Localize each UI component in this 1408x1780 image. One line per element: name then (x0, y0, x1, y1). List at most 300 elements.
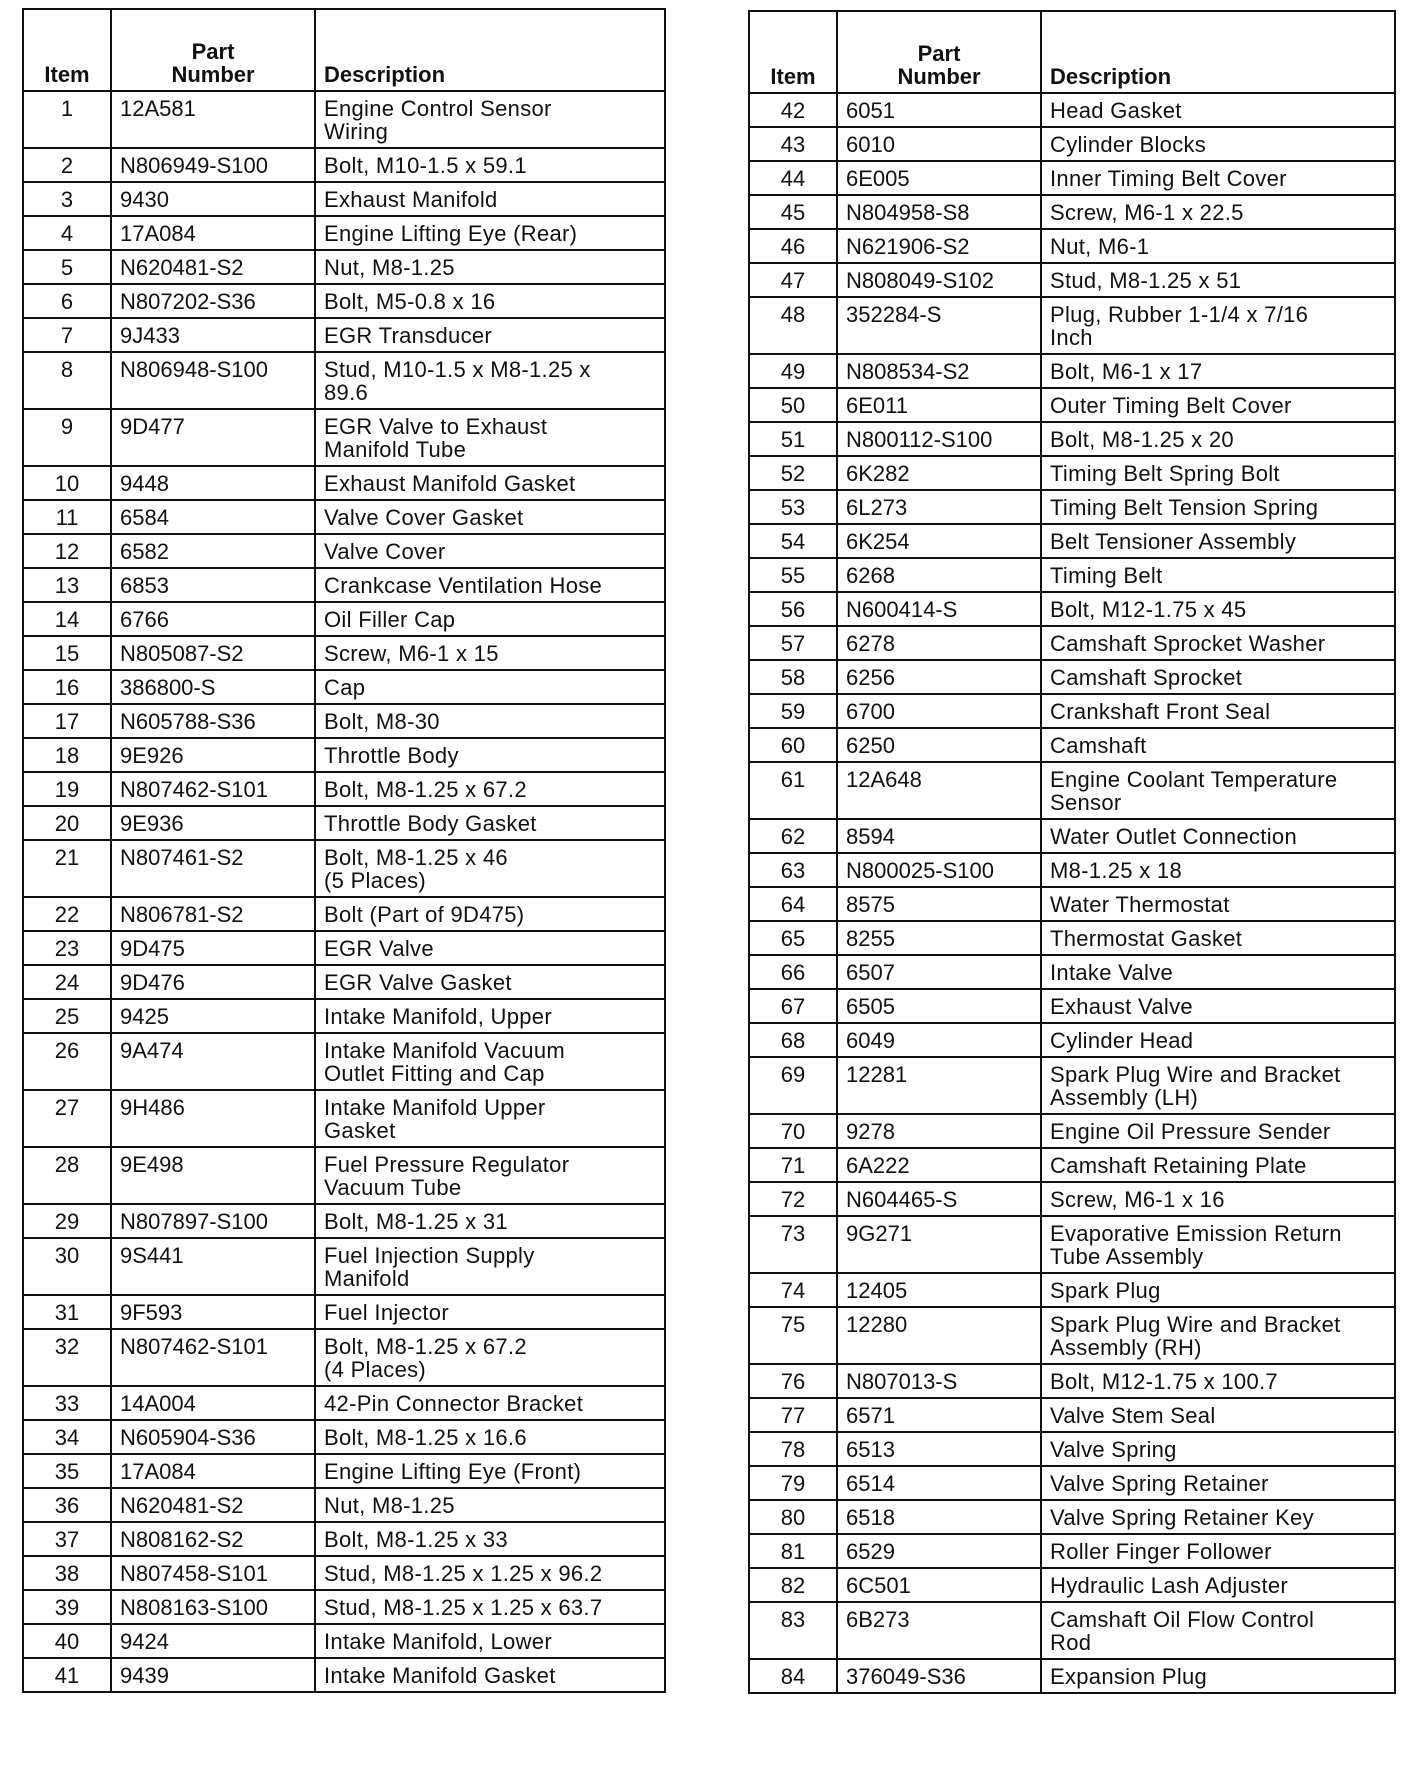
item-number-cell: 1 (23, 91, 111, 148)
item-number-cell: 26 (23, 1033, 111, 1090)
description-cell: Engine Lifting Eye (Rear) (315, 216, 665, 250)
description-cell: Camshaft Sprocket Washer (1041, 626, 1395, 660)
item-number-cell: 43 (749, 127, 837, 161)
item-number-cell: 69 (749, 1057, 837, 1114)
table-row (749, 1364, 1395, 1398)
item-number-cell: 21 (23, 840, 111, 897)
table-row (23, 1090, 665, 1147)
part-number-cell: 352284-S (837, 297, 1041, 354)
table-row (749, 490, 1395, 524)
description-cell: Engine Coolant Temperature Sensor (1041, 762, 1395, 819)
table-row (23, 1556, 665, 1590)
description-cell: Bolt, M5-0.8 x 16 (315, 284, 665, 318)
part-number-cell: 12281 (837, 1057, 1041, 1114)
description-cell: Head Gasket (1041, 93, 1395, 127)
description-cell: Throttle Body Gasket (315, 806, 665, 840)
part-number-cell: 6529 (837, 1534, 1041, 1568)
part-number-cell: 9E936 (111, 806, 315, 840)
description-cell: Plug, Rubber 1-1/4 x 7/16 Inch (1041, 297, 1395, 354)
description-cell: Hydraulic Lash Adjuster (1041, 1568, 1395, 1602)
part-number-cell: 9D477 (111, 409, 315, 466)
description-cell: Timing Belt (1041, 558, 1395, 592)
part-number-cell: N807462-S101 (111, 772, 315, 806)
table-row (23, 1295, 665, 1329)
description-cell: Intake Manifold Gasket (315, 1658, 665, 1692)
item-number-cell: 53 (749, 490, 837, 524)
item-number-cell: 29 (23, 1204, 111, 1238)
part-number-cell: N620481-S2 (111, 1488, 315, 1522)
table-row (23, 250, 665, 284)
table-row (749, 1307, 1395, 1364)
part-number-cell: 12A581 (111, 91, 315, 148)
description-cell: Timing Belt Spring Bolt (1041, 456, 1395, 490)
description-cell: Water Outlet Connection (1041, 819, 1395, 853)
description-cell: Roller Finger Follower (1041, 1534, 1395, 1568)
part-number-cell: N604465-S (837, 1182, 1041, 1216)
description-cell: Water Thermostat (1041, 887, 1395, 921)
description-cell: Nut, M8-1.25 (315, 1488, 665, 1522)
description-cell: Bolt, M8-1.25 x 67.2 (315, 772, 665, 806)
table-row (749, 626, 1395, 660)
table-row (749, 1182, 1395, 1216)
item-number-cell: 56 (749, 592, 837, 626)
table-row (749, 422, 1395, 456)
table-row (749, 229, 1395, 263)
table-row (749, 762, 1395, 819)
table-row (23, 1658, 665, 1692)
table-row (23, 602, 665, 636)
part-number-cell: 6A222 (837, 1148, 1041, 1182)
item-number-cell: 44 (749, 161, 837, 195)
table-row (749, 1534, 1395, 1568)
item-number-cell: 30 (23, 1238, 111, 1295)
parts-table-left-body (23, 91, 665, 1692)
item-number-cell: 81 (749, 1534, 837, 1568)
table-header-row (749, 11, 1395, 93)
description-cell: Valve Spring Retainer (1041, 1466, 1395, 1500)
part-number-cell: 9E926 (111, 738, 315, 772)
item-number-cell: 62 (749, 819, 837, 853)
part-number-cell: 6513 (837, 1432, 1041, 1466)
part-number-cell: N800025-S100 (837, 853, 1041, 887)
description-cell: Crankshaft Front Seal (1041, 694, 1395, 728)
item-number-cell: 42 (749, 93, 837, 127)
item-number-cell: 5 (23, 250, 111, 284)
item-number-cell: 63 (749, 853, 837, 887)
item-number-cell: 8 (23, 352, 111, 409)
description-cell: Nut, M8-1.25 (315, 250, 665, 284)
item-number-cell: 17 (23, 704, 111, 738)
item-number-cell: 84 (749, 1659, 837, 1693)
part-number-cell: N620481-S2 (111, 250, 315, 284)
table-row (23, 182, 665, 216)
item-number-cell: 71 (749, 1148, 837, 1182)
item-number-cell: 51 (749, 422, 837, 456)
table-row (23, 965, 665, 999)
item-number-cell: 22 (23, 897, 111, 931)
description-cell: Stud, M10-1.5 x M8-1.25 x 89.6 (315, 352, 665, 409)
item-number-cell: 78 (749, 1432, 837, 1466)
part-number-cell: 9A474 (111, 1033, 315, 1090)
table-row (23, 534, 665, 568)
table-row (23, 931, 665, 965)
description-cell: Valve Cover Gasket (315, 500, 665, 534)
item-number-cell: 82 (749, 1568, 837, 1602)
item-number-cell: 79 (749, 1466, 837, 1500)
table-row (23, 1624, 665, 1658)
part-number-cell: N808049-S102 (837, 263, 1041, 297)
part-number-cell: 6256 (837, 660, 1041, 694)
part-number-cell: 6250 (837, 728, 1041, 762)
description-cell: Engine Control Sensor Wiring (315, 91, 665, 148)
item-number-cell: 33 (23, 1386, 111, 1420)
table-row (749, 1114, 1395, 1148)
table-row (749, 1568, 1395, 1602)
description-cell: Bolt (Part of 9D475) (315, 897, 665, 931)
item-number-cell: 7 (23, 318, 111, 352)
description-cell: Intake Valve (1041, 955, 1395, 989)
part-number-cell: 6051 (837, 93, 1041, 127)
part-number-cell: 6507 (837, 955, 1041, 989)
item-number-cell: 61 (749, 762, 837, 819)
table-row (749, 1148, 1395, 1182)
description-cell: Exhaust Manifold (315, 182, 665, 216)
part-number-cell: 9430 (111, 182, 315, 216)
table-row (749, 819, 1395, 853)
description-cell: Bolt, M10-1.5 x 59.1 (315, 148, 665, 182)
parts-table-right (748, 10, 1396, 1694)
description-cell: Bolt, M6-1 x 17 (1041, 354, 1395, 388)
item-number-cell: 48 (749, 297, 837, 354)
table-row (749, 887, 1395, 921)
table-row (23, 568, 665, 602)
description-cell: Camshaft (1041, 728, 1395, 762)
description-cell: Cap (315, 670, 665, 704)
description-cell: Bolt, M8-1.25 x 67.2 (4 Places) (315, 1329, 665, 1386)
table-row (23, 284, 665, 318)
table-row (23, 1590, 665, 1624)
description-cell: Throttle Body (315, 738, 665, 772)
part-number-cell: 6518 (837, 1500, 1041, 1534)
item-number-cell: 10 (23, 466, 111, 500)
part-number-cell: N805087-S2 (111, 636, 315, 670)
table-row (23, 1488, 665, 1522)
description-cell: Stud, M8-1.25 x 1.25 x 63.7 (315, 1590, 665, 1624)
part-number-cell: N807202-S36 (111, 284, 315, 318)
item-number-cell: 68 (749, 1023, 837, 1057)
table-row (23, 1147, 665, 1204)
table-row (749, 456, 1395, 490)
part-number-cell: 6E005 (837, 161, 1041, 195)
part-number-cell: 9278 (837, 1114, 1041, 1148)
part-number-cell: 8594 (837, 819, 1041, 853)
table-row (23, 1238, 665, 1295)
table-row (23, 1420, 665, 1454)
table-row (23, 772, 665, 806)
item-number-cell: 3 (23, 182, 111, 216)
table-row (23, 670, 665, 704)
item-number-cell: 67 (749, 989, 837, 1023)
table-header-row (23, 9, 665, 91)
part-number-cell: 6049 (837, 1023, 1041, 1057)
item-number-cell: 66 (749, 955, 837, 989)
description-cell: EGR Transducer (315, 318, 665, 352)
table-row (23, 318, 665, 352)
part-number-cell: 9J433 (111, 318, 315, 352)
table-row (23, 806, 665, 840)
item-number-cell: 60 (749, 728, 837, 762)
table-row (749, 127, 1395, 161)
item-number-cell: 55 (749, 558, 837, 592)
column-header-item: Item (749, 11, 837, 93)
part-number-cell: N807897-S100 (111, 1204, 315, 1238)
part-number-cell: 17A084 (111, 1454, 315, 1488)
column-header-part-number (837, 11, 1041, 93)
item-number-cell: 75 (749, 1307, 837, 1364)
table-row (749, 1398, 1395, 1432)
description-cell: Expansion Plug (1041, 1659, 1395, 1693)
item-number-cell: 16 (23, 670, 111, 704)
table-row (749, 93, 1395, 127)
table-row (749, 955, 1395, 989)
item-number-cell: 4 (23, 216, 111, 250)
table-row (23, 636, 665, 670)
part-number-cell: 6268 (837, 558, 1041, 592)
table-row (23, 409, 665, 466)
item-number-cell: 40 (23, 1624, 111, 1658)
item-number-cell: 72 (749, 1182, 837, 1216)
description-cell: Bolt, M8-1.25 x 20 (1041, 422, 1395, 456)
description-cell: Bolt, M8-1.25 x 31 (315, 1204, 665, 1238)
description-cell: Bolt, M8-1.25 x 46 (5 Places) (315, 840, 665, 897)
part-number-cell: 6766 (111, 602, 315, 636)
part-number-cell: 6700 (837, 694, 1041, 728)
table-row (23, 1329, 665, 1386)
table-row (749, 195, 1395, 229)
part-number-cell: N808163-S100 (111, 1590, 315, 1624)
item-number-cell: 9 (23, 409, 111, 466)
item-number-cell: 64 (749, 887, 837, 921)
table-row (23, 148, 665, 182)
part-number-cell: 6K282 (837, 456, 1041, 490)
part-number-cell: 6C501 (837, 1568, 1041, 1602)
item-number-cell: 58 (749, 660, 837, 694)
part-number-cell: 9425 (111, 999, 315, 1033)
part-number-cell: 9S441 (111, 1238, 315, 1295)
description-cell: Outer Timing Belt Cover (1041, 388, 1395, 422)
table-row (23, 840, 665, 897)
table-row (23, 500, 665, 534)
description-cell: Engine Oil Pressure Sender (1041, 1114, 1395, 1148)
part-number-cell: 12A648 (837, 762, 1041, 819)
item-number-cell: 11 (23, 500, 111, 534)
part-number-cell: 6853 (111, 568, 315, 602)
description-cell: Timing Belt Tension Spring (1041, 490, 1395, 524)
item-number-cell: 24 (23, 965, 111, 999)
item-number-cell: 49 (749, 354, 837, 388)
part-number-cell: 6584 (111, 500, 315, 534)
column-header-part-number-text: Part Number (897, 41, 981, 89)
item-number-cell: 35 (23, 1454, 111, 1488)
description-cell: Spark Plug Wire and Bracket Assembly (LH) (1041, 1057, 1395, 1114)
item-number-cell: 19 (23, 772, 111, 806)
item-number-cell: 25 (23, 999, 111, 1033)
item-number-cell: 57 (749, 626, 837, 660)
table-row (23, 999, 665, 1033)
table-row (23, 1033, 665, 1090)
item-number-cell: 32 (23, 1329, 111, 1386)
column-header-description: Description (315, 9, 665, 91)
table-row (749, 1432, 1395, 1466)
part-number-cell: 9E498 (111, 1147, 315, 1204)
part-number-cell: 17A084 (111, 216, 315, 250)
description-cell: Camshaft Sprocket (1041, 660, 1395, 694)
table-row (23, 738, 665, 772)
description-cell: Spark Plug (1041, 1273, 1395, 1307)
table-row (749, 660, 1395, 694)
table-row (749, 388, 1395, 422)
part-number-cell: N807461-S2 (111, 840, 315, 897)
item-number-cell: 52 (749, 456, 837, 490)
table-row (23, 897, 665, 931)
item-number-cell: 54 (749, 524, 837, 558)
item-number-cell: 36 (23, 1488, 111, 1522)
table-row (23, 1204, 665, 1238)
part-number-cell: N600414-S (837, 592, 1041, 626)
table-row (749, 1466, 1395, 1500)
description-cell: Stud, M8-1.25 x 1.25 x 96.2 (315, 1556, 665, 1590)
parts-table-right-body (749, 93, 1395, 1693)
description-cell: Bolt, M8-1.25 x 16.6 (315, 1420, 665, 1454)
table-row (749, 161, 1395, 195)
item-number-cell: 18 (23, 738, 111, 772)
item-number-cell: 46 (749, 229, 837, 263)
part-number-cell: 9G271 (837, 1216, 1041, 1273)
item-number-cell: 65 (749, 921, 837, 955)
description-cell: Fuel Pressure Regulator Vacuum Tube (315, 1147, 665, 1204)
part-number-cell: N806781-S2 (111, 897, 315, 931)
item-number-cell: 20 (23, 806, 111, 840)
table-row (749, 354, 1395, 388)
description-cell: Intake Manifold, Lower (315, 1624, 665, 1658)
table-row (749, 1057, 1395, 1114)
description-cell: Camshaft Oil Flow Control Rod (1041, 1602, 1395, 1659)
part-number-cell: N808162-S2 (111, 1522, 315, 1556)
description-cell: Belt Tensioner Assembly (1041, 524, 1395, 558)
item-number-cell: 14 (23, 602, 111, 636)
description-cell: Bolt, M8-30 (315, 704, 665, 738)
part-number-cell: 12280 (837, 1307, 1041, 1364)
part-number-cell: N806949-S100 (111, 148, 315, 182)
description-cell: Intake Manifold, Upper (315, 999, 665, 1033)
part-number-cell: 386800-S (111, 670, 315, 704)
table-row (749, 853, 1395, 887)
description-cell: Valve Spring Retainer Key (1041, 1500, 1395, 1534)
part-number-cell: N800112-S100 (837, 422, 1041, 456)
description-cell: Stud, M8-1.25 x 51 (1041, 263, 1395, 297)
description-cell: Cylinder Blocks (1041, 127, 1395, 161)
part-number-cell: 6571 (837, 1398, 1041, 1432)
description-cell: Exhaust Manifold Gasket (315, 466, 665, 500)
description-cell: EGR Valve (315, 931, 665, 965)
table-row (23, 1454, 665, 1488)
item-number-cell: 39 (23, 1590, 111, 1624)
description-cell: Crankcase Ventilation Hose (315, 568, 665, 602)
table-row (749, 1500, 1395, 1534)
description-cell: Valve Spring (1041, 1432, 1395, 1466)
item-number-cell: 73 (749, 1216, 837, 1273)
column-header-description: Description (1041, 11, 1395, 93)
part-number-cell: N808534-S2 (837, 354, 1041, 388)
item-number-cell: 45 (749, 195, 837, 229)
description-cell: Fuel Injection Supply Manifold (315, 1238, 665, 1295)
table-row (749, 297, 1395, 354)
table-row (749, 1659, 1395, 1693)
description-cell: Cylinder Head (1041, 1023, 1395, 1057)
item-number-cell: 77 (749, 1398, 837, 1432)
part-number-cell: 12405 (837, 1273, 1041, 1307)
item-number-cell: 34 (23, 1420, 111, 1454)
part-number-cell: 6505 (837, 989, 1041, 1023)
item-number-cell: 12 (23, 534, 111, 568)
part-number-cell: 8575 (837, 887, 1041, 921)
part-number-cell: 6278 (837, 626, 1041, 660)
description-cell: Intake Manifold Upper Gasket (315, 1090, 665, 1147)
table-row (749, 592, 1395, 626)
part-number-cell: 6E011 (837, 388, 1041, 422)
table-row (749, 921, 1395, 955)
item-number-cell: 23 (23, 931, 111, 965)
description-cell: Nut, M6-1 (1041, 229, 1395, 263)
description-cell: Inner Timing Belt Cover (1041, 161, 1395, 195)
item-number-cell: 6 (23, 284, 111, 318)
table-row (23, 1386, 665, 1420)
part-number-cell: N807462-S101 (111, 1329, 315, 1386)
column-header-part-number (111, 9, 315, 91)
part-number-cell: 6582 (111, 534, 315, 568)
item-number-cell: 80 (749, 1500, 837, 1534)
part-number-cell: N807013-S (837, 1364, 1041, 1398)
part-number-cell: 6514 (837, 1466, 1041, 1500)
description-cell: Exhaust Valve (1041, 989, 1395, 1023)
table-row (749, 1273, 1395, 1307)
description-cell: Bolt, M8-1.25 x 33 (315, 1522, 665, 1556)
description-cell: Screw, M6-1 x 15 (315, 636, 665, 670)
part-number-cell: N621906-S2 (837, 229, 1041, 263)
part-number-cell: 6K254 (837, 524, 1041, 558)
part-number-cell: 6L273 (837, 490, 1041, 524)
description-cell: Evaporative Emission Return Tube Assembly (1041, 1216, 1395, 1273)
table-row (23, 466, 665, 500)
table-row (749, 989, 1395, 1023)
item-number-cell: 74 (749, 1273, 837, 1307)
table-row (23, 91, 665, 148)
part-number-cell: 9H486 (111, 1090, 315, 1147)
item-number-cell: 59 (749, 694, 837, 728)
item-number-cell: 15 (23, 636, 111, 670)
table-row (23, 216, 665, 250)
item-number-cell: 37 (23, 1522, 111, 1556)
description-cell: Valve Stem Seal (1041, 1398, 1395, 1432)
description-cell: Screw, M6-1 x 22.5 (1041, 195, 1395, 229)
parts-table-left (22, 8, 666, 1693)
item-number-cell: 83 (749, 1602, 837, 1659)
description-cell: Intake Manifold Vacuum Outlet Fitting and Cap (315, 1033, 665, 1090)
part-number-cell: N605904-S36 (111, 1420, 315, 1454)
column-header-part-number-text: Part Number (171, 39, 255, 87)
table-row (23, 352, 665, 409)
table-row (749, 1602, 1395, 1659)
